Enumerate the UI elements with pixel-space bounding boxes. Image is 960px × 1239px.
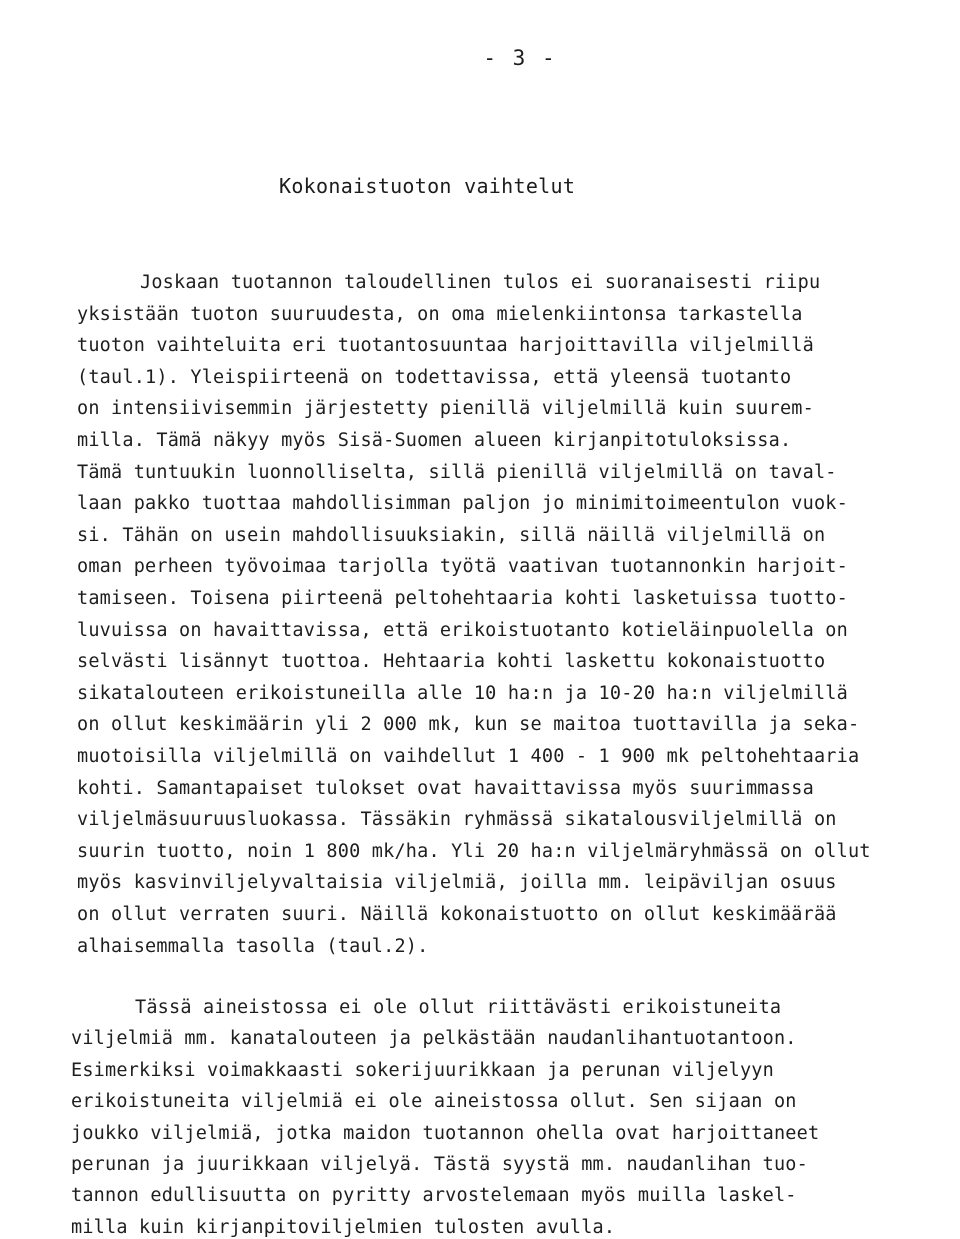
text-line: muotoisilla viljelmillä on vaihdellut 1 400 - 1 900 mk peltohehtaaria: [77, 746, 860, 767]
text-line: yksistään tuoton suuruudesta, on oma mielenkiintonsa tarkastella: [77, 303, 803, 325]
text-line: selvästi lisännyt tuottoa. Hehtaaria kohti laskettu kokonaistuotto: [77, 651, 826, 673]
text-line: Joskaan tuotannon taloudellinen tulos ei suoranaisesti riipu: [140, 272, 821, 293]
text-line: kohti. Samantapaiset tulokset ovat havaittavissa myös suurimmassa: [77, 777, 814, 799]
text-line: milla kuin kirjanpitoviljelmien tulosten avulla.: [71, 1216, 616, 1238]
section-heading: Kokonaistuoton vaihtelut: [279, 174, 576, 198]
text-line: oman perheen työvoimaa tarjolla työtä vaativan tuotannonkin harjoit-: [77, 556, 848, 578]
text-line: on ollut verraten suuri. Näillä kokonaistuotto on ollut keskimäärää: [77, 904, 837, 925]
text-line: perunan ja juurikkaan viljelyä. Tästä syystä mm. naudanlihan tuo-: [71, 1154, 808, 1175]
text-line: on ollut keskimäärin yli 2 000 mk, kun se maitoa tuottavilla ja seka-: [77, 714, 860, 736]
text-line: viljelmäsuuruusluokassa. Tässäkin ryhmässä sikatalousviljelmillä on: [77, 809, 837, 831]
page-number: - 3 -: [483, 46, 557, 70]
text-line: Tämä tuntuukin luonnolliselta, sillä pienillä viljelmillä on taval-: [77, 461, 837, 483]
text-line: Tässä aineistossa ei ole ollut riittävästi erikoistuneita: [135, 997, 782, 1018]
text-line: joukko viljelmiä, jotka maidon tuotannon ohella ovat harjoittaneet: [71, 1122, 820, 1144]
text-line: sikatalouteen erikoistuneilla alle 10 ha:n ja 10-20 ha:n viljelmillä: [77, 682, 848, 704]
text-line: suurin tuotto, noin 1 800 mk/ha. Yli 20 ha:n viljelmäryhmässä on ollut: [77, 840, 871, 862]
text-line: tamiseen. Toisena piirteenä peltohehtaaria kohti lasketuissa tuotto-: [77, 588, 848, 609]
text-line: on intensiivisemmin järjestetty pienillä viljelmillä kuin suurem-: [77, 398, 814, 420]
text-line: luvuissa on havaittavissa, että erikoistuotanto kotieläinpuolella on: [77, 619, 848, 641]
text-line: (taul.1). Yleispiirteenä on todettavissa, että yleensä tuotanto: [77, 366, 792, 388]
text-line: tuoton vaihteluita eri tuotantosuuntaa harjoittavilla viljelmillä: [77, 335, 814, 357]
text-line: si. Tähän on usein mahdollisuuksiakin, sillä näillä viljelmillä on: [77, 524, 826, 546]
text-line: erikoistuneita viljelmiä ei ole aineistossa ollut. Sen sijaan on: [71, 1091, 797, 1113]
text-line: viljelmiä mm. kanatalouteen ja pelkästään naudanlihantuotantoon.: [71, 1028, 797, 1050]
text-line: Esimerkiksi voimakkaasti sokerijuurikkaan ja perunan viljelyyn: [71, 1059, 774, 1081]
text-line: tannon edullisuutta on pyritty arvostelemaan myös muilla laskel-: [71, 1185, 797, 1207]
text-line: alhaisemmalla tasolla (taul.2).: [77, 935, 429, 957]
text-line: milla. Tämä näkyy myös Sisä-Suomen alueen kirjanpitotuloksissa.: [77, 430, 792, 451]
text-line: myös kasvinviljelyvaltaisia viljelmiä, joilla mm. leipäviljan osuus: [77, 872, 837, 894]
text-line: laan pakko tuottaa mahdollisimman paljon jo minimitoimeentulon vuok-: [77, 493, 848, 515]
